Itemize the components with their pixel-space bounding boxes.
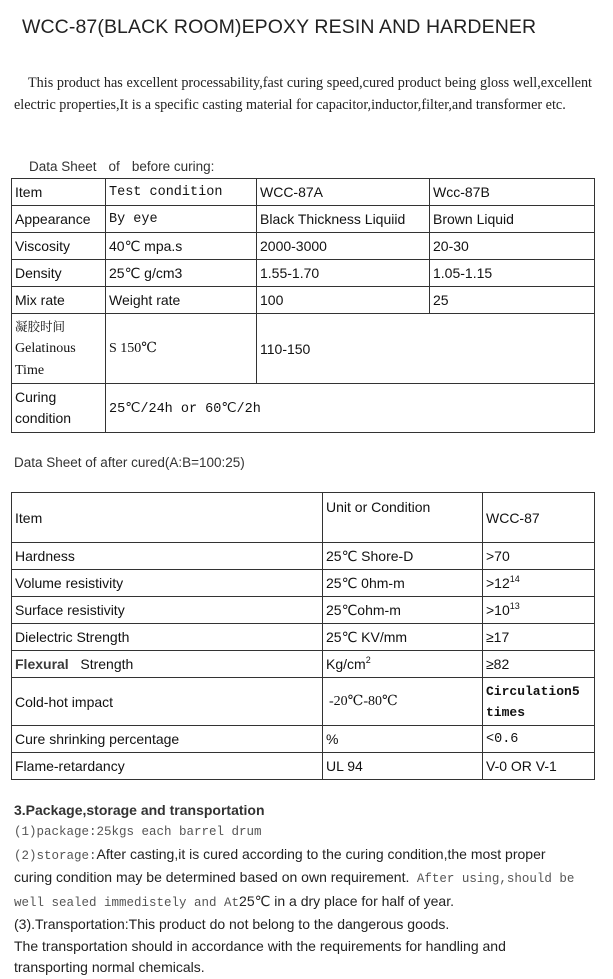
- gel-item-cn: 凝胶时间: [15, 318, 66, 334]
- flexural-label: Flexural: [15, 656, 69, 672]
- value-line: times: [486, 704, 526, 720]
- storage-notes: [14, 800, 600, 979]
- storage-line: [14, 844, 600, 868]
- table-cell: 25: [430, 287, 595, 314]
- value-text: ≥17: [486, 629, 510, 645]
- table-cell: 25℃ 0hm-m: [323, 570, 483, 597]
- table-cell: S 150℃: [106, 314, 257, 384]
- table-cell: 20-30: [430, 233, 595, 260]
- table-row: [12, 624, 595, 651]
- table-cell: Black Thickness Liquiid: [257, 206, 430, 233]
- storage-text: well sealed immedistely and At: [14, 895, 240, 910]
- table-cell: [323, 651, 483, 678]
- table-cell: 110-150: [257, 314, 595, 384]
- table-cell: [12, 384, 106, 433]
- table-cell: Density: [12, 260, 106, 287]
- before-curing-table: [11, 178, 595, 433]
- after-cured-caption: Data Sheet of after cured(A:B=100:25): [14, 455, 245, 470]
- table-cell: [483, 678, 595, 726]
- table-header-cell: WCC-87: [483, 493, 595, 543]
- table-cell: 25℃ g/cm3: [106, 260, 257, 287]
- table-cell: [12, 314, 106, 384]
- curing-item: Curing: [15, 389, 57, 405]
- table-row: [12, 233, 595, 260]
- table-cell: Surface resistivity: [12, 597, 323, 624]
- table-cell: Flame-retardancy: [12, 753, 323, 780]
- table-cell: 40℃ mpa.s: [106, 233, 257, 260]
- table-header-row: [12, 179, 595, 206]
- package-line: (1)package:25kgs each barrel drum: [14, 825, 262, 839]
- table-cell: Viscosity: [12, 233, 106, 260]
- table-header-cell: Unit or Condition: [323, 493, 483, 543]
- table-cell: -20℃-80℃: [323, 678, 483, 726]
- unit-text: Kg/cm: [326, 656, 366, 672]
- table-cell: 1.55-1.70: [257, 260, 430, 287]
- table-cell: Appearance: [12, 206, 106, 233]
- caption-part: before curing:: [131, 159, 215, 174]
- value-text: >12: [486, 575, 510, 591]
- table-row: [12, 597, 595, 624]
- table-cell: Cold-hot impact: [12, 678, 323, 726]
- notes-heading: 3.Package,storage and transportation: [14, 802, 265, 818]
- table-header-cell: Item: [12, 493, 323, 543]
- table-cell: %: [323, 726, 483, 753]
- table-cell: Mix rate: [12, 287, 106, 314]
- exponent: 14: [509, 574, 520, 584]
- exponent: 2: [365, 655, 371, 665]
- table-cell: 25℃ KV/mm: [323, 624, 483, 651]
- table-cell: 25℃/24h or 60℃/2h: [106, 384, 595, 433]
- storage-prefix: (2)storage:: [14, 848, 97, 863]
- value-text: >10: [486, 602, 510, 618]
- table-cell: [483, 570, 595, 597]
- table-cell: Brown Liquid: [430, 206, 595, 233]
- storage-text: After using,should be: [409, 872, 575, 886]
- caption-part: of: [108, 159, 120, 174]
- table-cell: 2000-3000: [257, 233, 430, 260]
- table-header-row: [12, 493, 595, 543]
- table-cell: [483, 597, 595, 624]
- page-title: WCC-87(BLACK ROOM)EPOXY RESIN AND HARDENER: [22, 16, 537, 38]
- table-cell: Weight rate: [106, 287, 257, 314]
- table-cell: UL 94: [323, 753, 483, 780]
- caption-part: Data Sheet: [29, 159, 97, 174]
- table-row: [12, 543, 595, 570]
- table-row: [12, 314, 595, 384]
- gel-item-en: Time: [15, 362, 45, 378]
- transport-line: (3).Transportation:This product do not belong to the dangerous goods.: [14, 916, 450, 932]
- table-cell: Cure shrinking percentage: [12, 726, 323, 753]
- table-cell: 1.05-1.15: [430, 260, 595, 287]
- strength-label: Strength: [80, 656, 134, 672]
- table-row: [12, 570, 595, 597]
- table-cell: [483, 624, 595, 651]
- table-cell: 25℃ Shore-D: [323, 543, 483, 570]
- table-cell: ≥82: [483, 651, 595, 678]
- exponent: 13: [509, 601, 520, 611]
- table-cell: [12, 651, 323, 678]
- after-cured-table: [11, 492, 595, 780]
- intro-paragraph: This product has excellent processability,fast curing speed,cured product being gloss well,excellent electric properties,It is a specific casting material for capacitor,inductor,filter,and transformer etc.: [14, 75, 592, 113]
- table-cell: Volume resistivity: [12, 570, 323, 597]
- table-row: [12, 260, 595, 287]
- storage-line: [14, 867, 600, 891]
- table-header-cell: Wcc-87B: [430, 179, 595, 206]
- table-header-cell: WCC-87A: [257, 179, 430, 206]
- table-cell: Dielectric Strength: [12, 624, 323, 651]
- table-header-cell: Test condition: [106, 179, 257, 206]
- curing-item: condition: [15, 410, 72, 426]
- table-row: [12, 651, 595, 678]
- table-header-cell: Item: [12, 179, 106, 206]
- transport-line: transporting normal chemicals.: [14, 959, 205, 975]
- table-cell: 25℃ohm-m: [323, 597, 483, 624]
- storage-text: curing condition may be determined based on own requirement.: [14, 869, 410, 885]
- storage-line: [14, 891, 600, 915]
- table-row: [12, 753, 595, 780]
- value-text: >70: [486, 548, 510, 564]
- storage-text: 25℃ in a dry place for half of year.: [239, 892, 454, 909]
- value-line: Circulation5: [486, 683, 580, 699]
- table-cell: By eye: [106, 206, 257, 233]
- table-row: [12, 206, 595, 233]
- table-cell: Hardness: [12, 543, 323, 570]
- before-curing-caption: [29, 159, 214, 174]
- storage-text: After casting,it is cured according to the curing condition,the most proper: [96, 845, 546, 862]
- gel-item-en: Gelatinous: [15, 340, 76, 356]
- transport-line: The transportation should in accordance with the requirements for handling and: [14, 937, 506, 954]
- table-cell: V-0 OR V-1: [483, 753, 595, 780]
- table-cell: <0.6: [483, 726, 595, 753]
- table-row: [12, 287, 595, 314]
- table-row: [12, 678, 595, 726]
- table-row: [12, 384, 595, 433]
- table-cell: 100: [257, 287, 430, 314]
- table-cell: [483, 543, 595, 570]
- table-row: [12, 726, 595, 753]
